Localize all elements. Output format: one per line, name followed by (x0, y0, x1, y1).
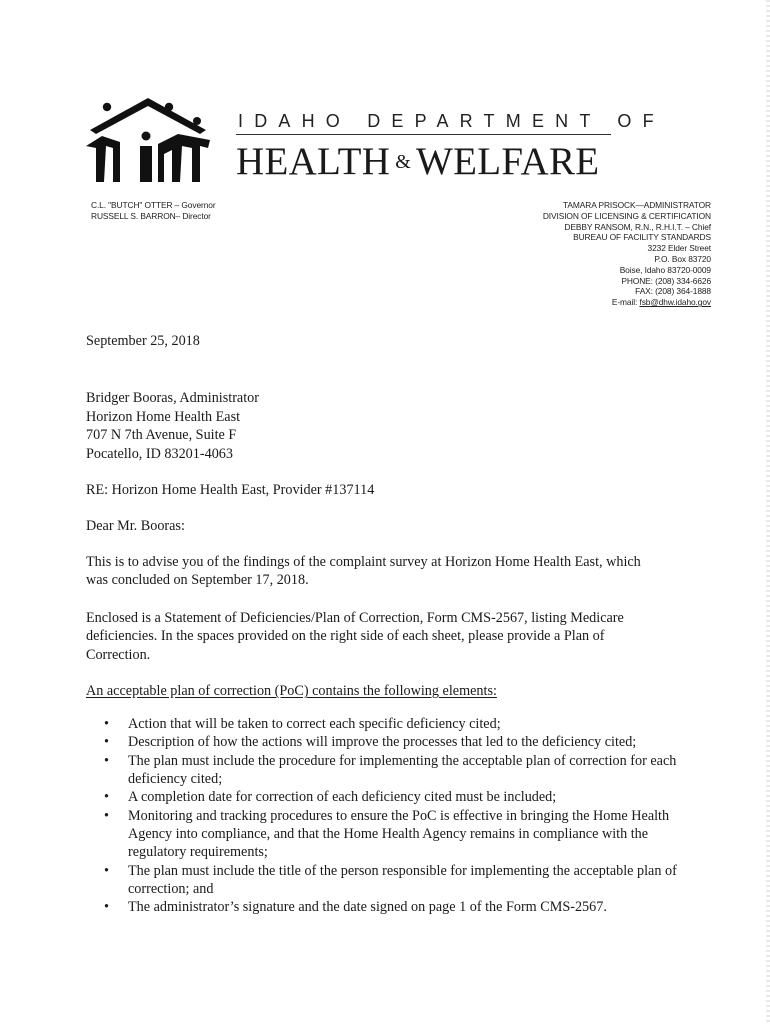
list-item-text: Description of how the actions will improve the processes that led to the deficiency cited; (128, 734, 637, 751)
idhw-logo (82, 96, 214, 186)
re-line: RE: Horizon Home Health East, Provider #137114 (86, 482, 375, 498)
list-item-text: The plan must include the procedure for implementing the acceptable plan of correction for each deficiency cited; (128, 752, 677, 787)
governor-line: C.L. "BUTCH" OTTER – Governor (91, 200, 216, 210)
bullet-icon: • (104, 862, 109, 879)
bullet-icon: • (104, 789, 109, 806)
po-box-line: P.O. Box 83720 (654, 253, 711, 264)
list-item (86, 733, 686, 751)
street-line: 3232 Elder Street (647, 243, 711, 254)
bullet-icon: • (104, 807, 109, 824)
city-line: Boise, Idaho 83720-0009 (619, 264, 711, 275)
list-item (86, 898, 686, 916)
list-item-text: Action that will be taken to correct each specific deficiency cited; (128, 716, 501, 732)
list-item-text: Monitoring and tracking procedures to ensure the PoC is effective in bringing the Home Health Agency into compliance, and that the Home Health Agency remains in compliance with the regulatory requirements; (128, 807, 670, 861)
agency-ampersand: & (395, 151, 412, 173)
agency-name (236, 140, 616, 190)
fax-line: FAX: (208) 364-1888 (635, 286, 711, 297)
director-line: RUSSELL S. BARRON– Director (91, 211, 211, 221)
enclosure-paragraph: Enclosed is a Statement of Deficiencies/Plan of Correction, Form CMS-2567, listing Medicare deficiencies. In the spaces provided on the right side of each sheet, please provide a Plan of Correction. (86, 610, 624, 663)
letter-date: September 25, 2018 (86, 333, 200, 349)
list-item-text: The administrator’s signature and the date signed on page 1 of the Form CMS-2567. (128, 899, 607, 916)
bullet-icon: • (104, 752, 109, 769)
list-item (86, 752, 686, 788)
address-line: Horizon Home Health East (86, 408, 241, 425)
letterhead-rule (236, 134, 611, 135)
bureau-line: BUREAU OF FACILITY STANDARDS (573, 232, 711, 243)
findings-paragraph: This is to advise you of the findings of the complaint survey at Horizon Home Health East, which was concluded on September 17, 2018. (86, 554, 641, 589)
list-item (86, 862, 686, 898)
department-line: IDAHO DEPARTMENT OF (238, 111, 665, 131)
poc-elements-list (86, 715, 686, 917)
salutation: Dear Mr. Booras: (86, 518, 185, 534)
list-item-text: The plan must include the title of the person responsible for implementing the acceptable plan of correction; and (128, 862, 677, 897)
bullet-icon: • (104, 899, 109, 916)
chief-line: DEBBY RANSOM, R.N., R.H.I.T. – Chief (564, 221, 711, 232)
email-line (451, 297, 711, 308)
bureau-contact-block (451, 200, 711, 308)
email-label: E-mail: (611, 297, 638, 308)
division-line: DIVISION OF LICENSING & CERTIFICATION (542, 210, 711, 221)
administrator-line: TAMARA PRISOCK—ADMINISTRATOR (563, 200, 711, 210)
address-line: Pocatello, ID 83201-4063 (86, 445, 233, 462)
list-item (86, 788, 686, 806)
bullet-icon: • (104, 716, 109, 732)
list-item-text: A completion date for correction of each deficiency cited must be included; (128, 789, 557, 806)
scan-edge (766, 0, 770, 1024)
list-item (86, 715, 686, 733)
email-link[interactable]: fsb@dhw.idaho.gov (639, 297, 711, 308)
bullet-icon: • (104, 734, 109, 751)
address-line: Bridger Booras, Administrator (86, 390, 259, 406)
recipient-address (86, 389, 259, 463)
list-item (86, 807, 686, 862)
governor-director-block (91, 200, 216, 222)
agency-part-health: HEALTH (236, 140, 391, 183)
address-line: 707 N 7th Avenue, Suite F (86, 427, 237, 444)
phone-line: PHONE: (208) 334-6626 (621, 275, 711, 286)
agency-part-welfare: WELFARE (416, 140, 600, 183)
poc-heading: An acceptable plan of correction (PoC) contains the following elements: (86, 683, 497, 699)
